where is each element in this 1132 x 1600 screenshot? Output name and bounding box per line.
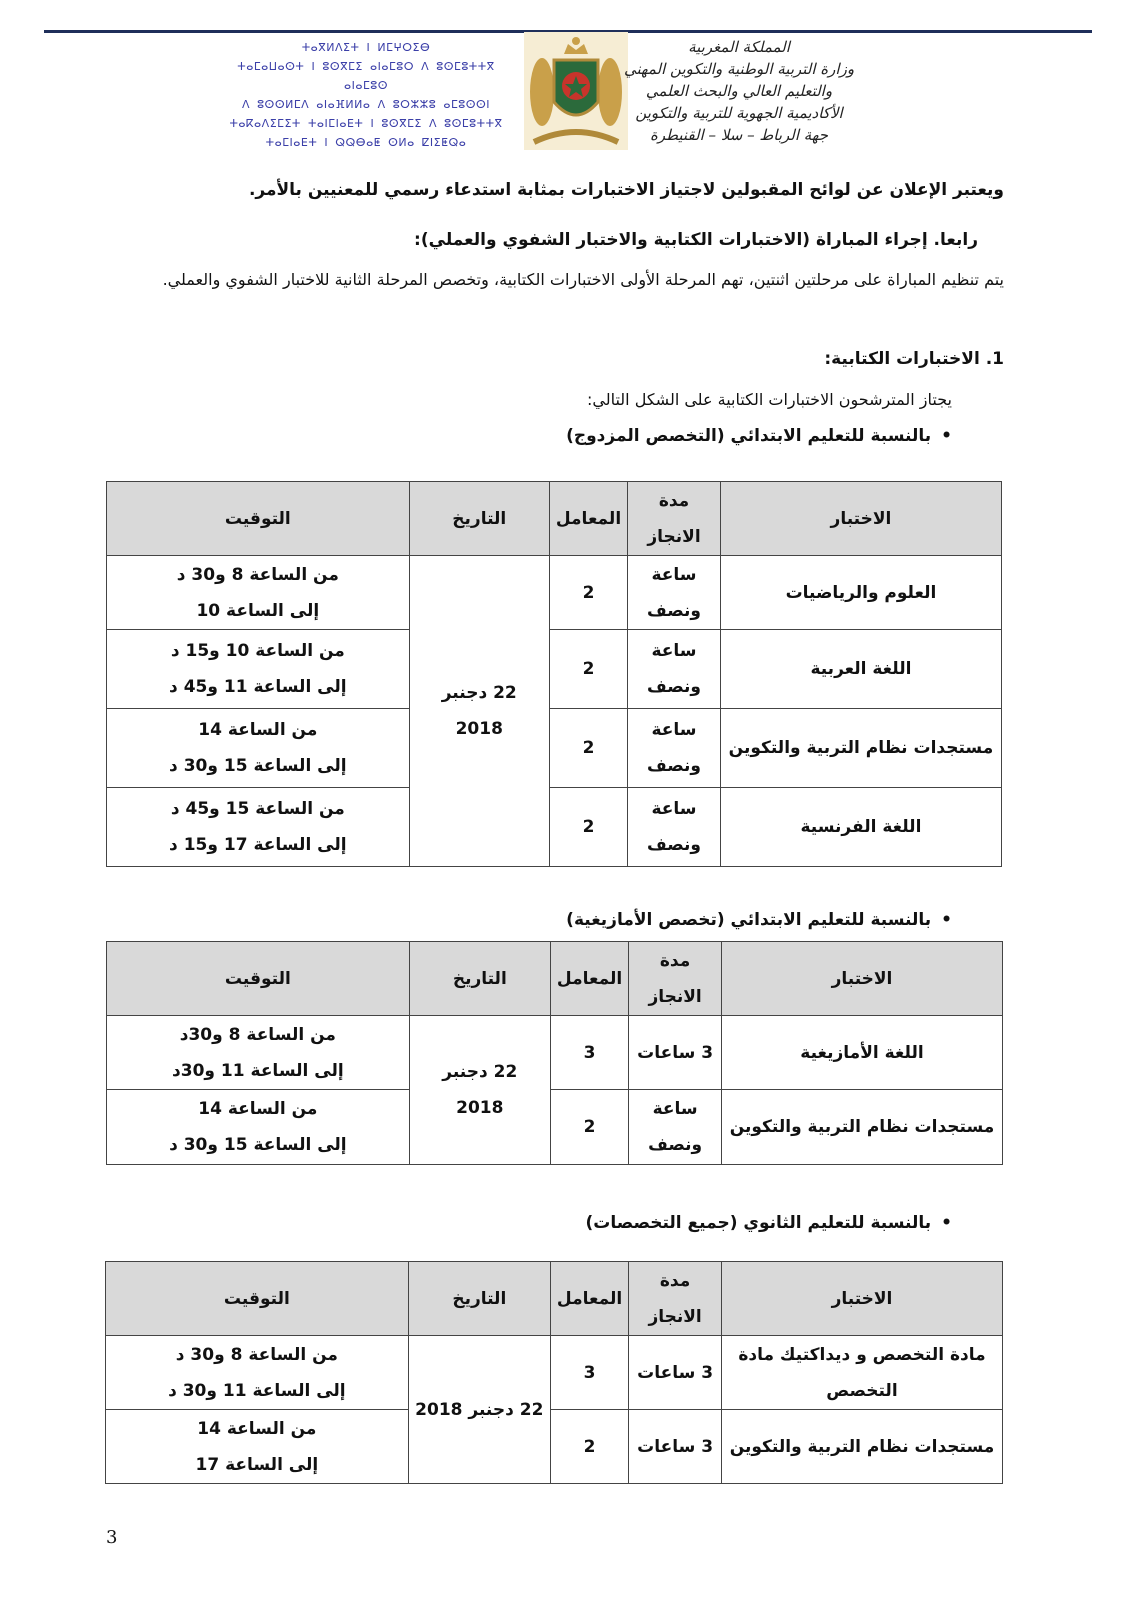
arabic-header-line: الأكاديمية الجهوية للتربية والتكوين xyxy=(635,104,843,122)
table-row xyxy=(106,1336,1003,1410)
subsection1-title: 1. الاختبارات الكتابية: xyxy=(824,349,1004,369)
header-coef: المعامل xyxy=(550,1262,628,1336)
cell-time xyxy=(107,630,410,709)
header-test: الاختبار xyxy=(721,942,1002,1016)
time-to: إلى الساعة 11 و45 د xyxy=(169,677,347,697)
cell-coef: 2 xyxy=(549,556,627,630)
time-from: من الساعة 8 و30د xyxy=(179,1024,336,1045)
table1-label: • بالنسبة للتعليم الابتدائي (التخصص المزدوج) xyxy=(566,426,952,446)
time-from: من الساعة 14 xyxy=(197,1418,317,1439)
arabic-header-line: والتعليم العالي والبحث العلمي xyxy=(645,82,833,100)
cell-duration: 3 ساعات xyxy=(629,1016,722,1090)
tifinagh-line: ⵜⴰⴽⴰⴷⵉⵎⵉⵜ ⵜⴰⵏⵎⵏⴰⴹⵜ ⵏ ⵓⵙⴳⵎⵉ ⴷ ⵓⵙⵎⵓⵜⵜⴳ xyxy=(229,117,503,130)
tifinagh-line: ⵜⴰⵎⵏⴰⴹⵜ ⵏ ⵕⵕⴱⴰⵟ ⵙⵍⴰ ⵇⵏⵉⵟⵕⴰ xyxy=(265,136,467,149)
time-to: إلى الساعة 11 و30 د xyxy=(168,1380,346,1401)
time-from: من الساعة 8 و30 د xyxy=(176,564,339,585)
exam-table-primary-amazigh xyxy=(106,941,1003,1165)
header-test: الاختبار xyxy=(721,1262,1002,1336)
time-to: إلى الساعة 10 xyxy=(196,600,320,621)
cell-time xyxy=(107,788,410,867)
cell-coef: 2 xyxy=(549,788,627,867)
exam-table-secondary xyxy=(105,1261,1003,1484)
time-from: من الساعة 15 و45 د xyxy=(170,799,345,819)
cell-test: اللغة الأمازيغية xyxy=(721,1016,1002,1090)
cell-time xyxy=(107,1016,410,1090)
header-test: الاختبار xyxy=(720,482,1001,556)
header-coef: المعامل xyxy=(549,482,627,556)
subsection1-intro: يجتاز المترشحون الاختبارات الكتابية على الشكل التالي: xyxy=(587,390,952,409)
time-to: إلى الساعة 17 و15 د xyxy=(169,835,347,855)
header-date: التاريخ xyxy=(408,1262,550,1336)
arabic-header xyxy=(604,36,874,146)
tifinagh-line: ⴷ ⵓⵙⵙⵍⵎⴷ ⴰⵏⴰⴼⵍⵍⴰ ⴷ ⵓⵔⵣⵣⵓ ⴰⵎⵓⵙⵙⵏ xyxy=(241,98,491,111)
cell-date: 22 دجنبر 2018 xyxy=(409,1016,550,1165)
table3-label: • بالنسبة للتعليم الثانوي (جميع التخصصات) xyxy=(585,1213,952,1233)
cell-duration: ساعة ونصف xyxy=(628,788,721,867)
cell-date: 22 دجنبر 2018 xyxy=(409,556,549,867)
cell-test: مستجدات نظام التربية والتكوين xyxy=(720,709,1001,788)
time-to: إلى الساعة 15 و30 د xyxy=(169,756,347,776)
cell-time xyxy=(106,1410,409,1484)
cell-test: مستجدات نظام التربية والتكوين xyxy=(721,1090,1002,1165)
time-from: من الساعة 14 xyxy=(198,1099,318,1119)
header-duration: مدة الانجاز xyxy=(629,942,722,1016)
time-from: من الساعة 8 و30 د xyxy=(175,1344,338,1365)
header-duration: مدة الانجاز xyxy=(628,482,721,556)
cell-duration: 3 ساعات xyxy=(629,1410,722,1484)
tifinagh-header xyxy=(216,38,516,152)
table-row xyxy=(107,1016,1003,1090)
cell-coef: 2 xyxy=(550,1090,628,1165)
header-date: التاريخ xyxy=(409,482,549,556)
header-coef: المعامل xyxy=(550,942,628,1016)
table-row xyxy=(107,556,1002,630)
arabic-header-line: وزارة التربية الوطنية والتكوين المهني xyxy=(623,60,855,78)
cell-coef: 2 xyxy=(549,630,627,709)
table-row xyxy=(107,630,1002,709)
cell-coef: 2 xyxy=(550,1410,628,1484)
cell-time xyxy=(107,1090,410,1165)
cell-time xyxy=(107,709,410,788)
cell-test: مستجدات نظام التربية والتكوين xyxy=(721,1410,1002,1484)
cell-coef: 3 xyxy=(550,1336,628,1410)
tifinagh-line: ⵜⴰⵎⴰⵡⴰⵙⵜ ⵏ ⵓⵙⴳⵎⵉ ⴰⵏⴰⵎⵓⵔ ⴷ ⵓⵙⵎⵓⵜⵜⴳ ⴰⵏⴰⵎⵓⵙ xyxy=(237,60,495,92)
table2-label: • بالنسبة للتعليم الابتدائي (تخصص الأمازيغية) xyxy=(566,910,952,930)
table-row xyxy=(106,1410,1003,1484)
cell-duration: ساعة ونصف xyxy=(628,556,721,630)
intro-paragraph: ويعتبر الإعلان عن لوائح المقبولين لاجتياز الاختبارات بمثابة استدعاء رسمي للمعنيين بالأمر. xyxy=(248,180,1004,200)
header-duration: مدة الانجاز xyxy=(629,1262,722,1336)
section4-paragraph: يتم تنظيم المباراة على مرحلتين اثنتين، تهم المرحلة الأولى الاختبارات الكتابية، وتخصص المرحلة الثانية للاختبار الشفوي والعملي. xyxy=(162,270,1004,289)
time-from: من الساعة 10 و15 د xyxy=(170,641,345,661)
cell-duration: ساعة ونصف xyxy=(628,630,721,709)
header-time: التوقيت xyxy=(106,1262,409,1336)
cell-duration: ساعة ونصف xyxy=(628,709,721,788)
header-date: التاريخ xyxy=(409,942,550,1016)
table-row xyxy=(107,1090,1003,1165)
cell-test: اللغة الفرنسية xyxy=(720,788,1001,867)
time-from: من الساعة 14 xyxy=(198,720,318,740)
cell-date: 22 دجنبر 2018 xyxy=(408,1336,550,1484)
cell-duration: ساعة ونصف xyxy=(629,1090,722,1165)
arabic-header-line: المملكة المغربية xyxy=(688,38,790,56)
cell-time xyxy=(106,1336,409,1410)
cell-test: مادة التخصص و ديداكتيك مادة التخصص xyxy=(721,1336,1002,1410)
cell-coef: 3 xyxy=(550,1016,628,1090)
table-row xyxy=(107,709,1002,788)
cell-duration: 3 ساعات xyxy=(629,1336,722,1410)
cell-coef: 2 xyxy=(549,709,627,788)
exam-table-primary-dual xyxy=(106,481,1002,867)
arabic-header-line: جهة الرباط – سلا – القنيطرة xyxy=(649,126,829,144)
page-number: 3 xyxy=(106,1527,118,1548)
cell-time xyxy=(107,556,410,630)
tifinagh-line: ⵜⴰⴳⵍⴷⵉⵜ ⵏ ⵍⵎⵖⵔⵉⴱ xyxy=(301,41,431,54)
time-to: إلى الساعة 17 xyxy=(195,1454,319,1475)
section4-title: رابعا. إجراء المباراة (الاختبارات الكتابية والاختبار الشفوي والعملي): xyxy=(414,230,978,250)
header-time: التوقيت xyxy=(107,942,410,1016)
time-to: إلى الساعة 15 و30 د xyxy=(169,1135,347,1155)
cell-test: العلوم والرياضيات xyxy=(720,556,1001,630)
time-to: إلى الساعة 11 و30د xyxy=(172,1060,344,1081)
header-time: التوقيت xyxy=(107,482,410,556)
cell-test: اللغة العربية xyxy=(720,630,1001,709)
table-row xyxy=(107,788,1002,867)
